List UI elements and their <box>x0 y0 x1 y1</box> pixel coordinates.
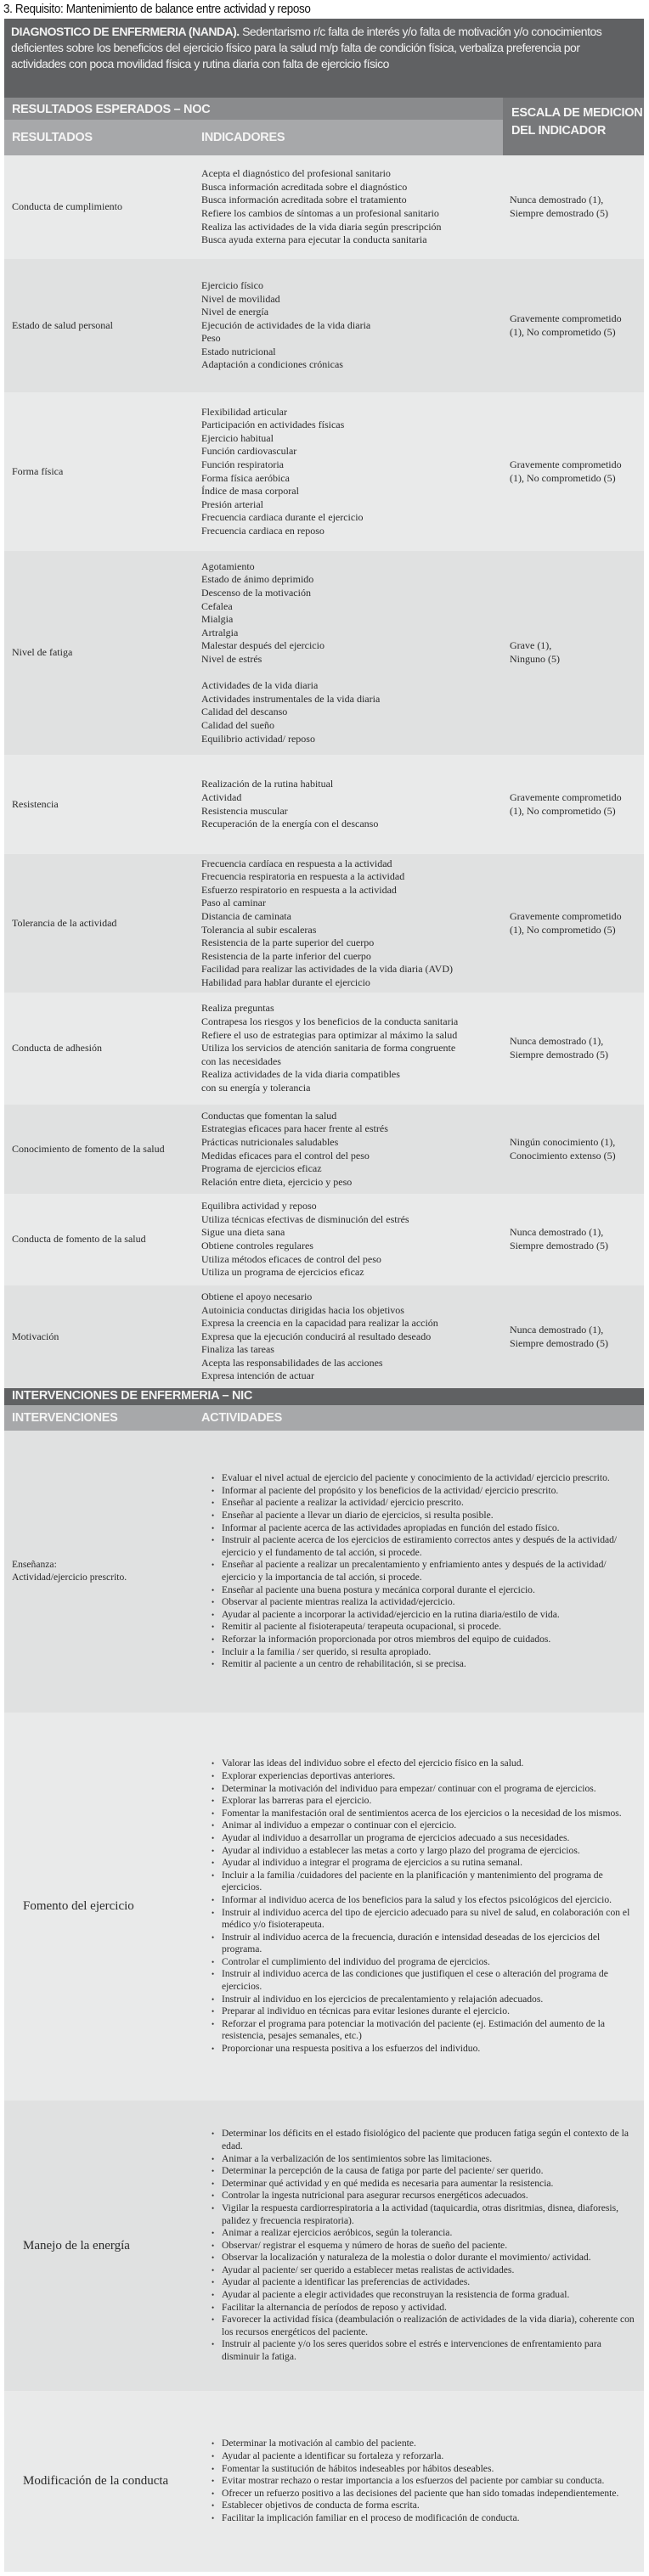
scale-line: Nunca demostrado (1), <box>510 194 604 206</box>
indicator: Programa de ejercicios eficaz <box>201 1162 322 1175</box>
result-name: Motivación <box>12 1330 59 1342</box>
indicator: con las necesidades <box>201 1055 281 1067</box>
activity-item: • Ayudar al paciente a incorporar la actividad/ejercicio en la rutina diaria/estilo de vida. <box>212 1609 639 1622</box>
indicator-list <box>201 778 503 830</box>
scale-line: Nunca demostrado (1), <box>510 1226 604 1239</box>
result-name: Nivel de fatiga <box>12 646 73 659</box>
activity-item: • Ayudar al paciente/ ser querido a establecer metas realistas de actividades. <box>212 2264 639 2277</box>
activity-item: • Preparar al individuo en técnicas para evitar lesiones durante el ejercicio. <box>212 2005 639 2018</box>
activity-item: • Favorecer la actividad física (deambulación o realización de actividades de la vida diaria), coherente con los recursos energéticos del paciente. <box>212 2314 639 2338</box>
indicator: Resistencia de la parte inferior del cuerpo <box>201 949 371 962</box>
activity-item: • Establecer objetivos de conducta de forma escrita. <box>212 2500 639 2512</box>
indicator: Artralgia <box>201 626 239 638</box>
indicator: Expresa intención de actuar <box>201 1370 314 1382</box>
intervention-name <box>4 2240 201 2253</box>
activity-item: • Valorar las ideas del individuo sobre el efecto del ejercicio físico en la salud. <box>212 1758 639 1770</box>
indicator-list <box>201 406 503 538</box>
indicator: Ejecución de actividades de la vida diaria <box>201 318 371 331</box>
activity-item: • Informar al individuo acerca de los beneficios para la salud y los efectos psicológicos del ejercicio. <box>212 1894 639 1907</box>
noc-row <box>4 1285 644 1388</box>
activity-item: • Animar a la verbalización de los sentimientos sobre las limitaciones. <box>212 2153 639 2166</box>
indicator: Busca ayuda externa para ejecutar la conducta sanitaria <box>201 233 427 246</box>
activity-item: • Enseñar al paciente a llevar un diario de ejercicios, si resulta posible. <box>212 1510 639 1522</box>
nic-row <box>4 1713 644 2101</box>
indicator: Realización de la rutina habitual <box>201 778 334 790</box>
page-title: 3. Requisito: Mantenimiento de balance entre actividad y reposo <box>3 2 311 16</box>
indicator: Ejercicio habitual <box>201 431 274 444</box>
scale-line: Siempre demostrado (5) <box>510 207 608 219</box>
indicator: Facilidad para realizar las actividades de la vida diaria (AVD) <box>201 963 453 976</box>
activity-item: • Ayudar al individuo a desarrollar un programa de ejercicios adecuado a sus necesidades. <box>212 1832 639 1845</box>
indicator: Agotamiento <box>201 560 255 572</box>
activities <box>201 1472 639 1671</box>
activity-item: • Instruir al individuo acerca del tipo de ejercicio adecuado para su nivel de salud, en colaboración con el médico y/o fisioterapeuta. <box>212 1907 639 1932</box>
activity-item: • Enseñar al paciente una buena postura y mecánica corporal durante el ejercicio. <box>212 1584 639 1597</box>
indicator: Frecuencia respiratoria en respuesta a la actividad <box>201 870 405 883</box>
result-name: Estado de salud personal <box>12 318 113 331</box>
noc-row <box>4 259 644 392</box>
indicator: Prácticas nutricionales saludables <box>201 1135 339 1148</box>
noc-row <box>4 1194 644 1285</box>
intervention-line: Enseñanza: <box>12 1559 57 1571</box>
result-name: Conducta de adhesión <box>12 1042 102 1055</box>
indicator: Actividades de la vida diaria <box>201 679 319 692</box>
indicator: Participación en actividades físicas <box>201 419 345 431</box>
indicator: Contrapesa los riesgos y los beneficios de la conducta sanitaria <box>201 1015 459 1028</box>
activity-item: • Enseñar al paciente a realizar un precalentamiento y enfriamiento antes y después de la actividad/ ejercicio y la importancia de tal acción, si procede. <box>212 1559 639 1583</box>
measurement-scale <box>503 312 644 339</box>
scale-line: Gravemente comprometido <box>510 458 622 470</box>
activity-item: • Determinar la motivación al cambio del paciente. <box>212 2438 639 2450</box>
scale-line: (1), No comprometido (5) <box>510 923 616 936</box>
activity-item: • Instruir al individuo acerca de las condiciones que justifiquen el cese o alteración del programa de ejercicios. <box>212 1968 639 1993</box>
measurement-scale <box>503 194 644 220</box>
indicator: Función cardiovascular <box>201 445 297 458</box>
activity-item: • Instruir al individuo acerca de la frecuencia, duración e intensidad deseadas de los ejercicios del programa. <box>212 1932 639 1956</box>
indicator: Descenso de la motivación <box>201 587 311 599</box>
indicator: Mialgia <box>201 613 234 626</box>
activity-item: • Instruir al paciente acerca de los ejercicios de estiramiento correctos antes y después de la actividad/ ejercicio y el fundamento de tal acción, si procede. <box>212 1534 639 1559</box>
activity-item: • Evaluar el nivel actual de ejercicio del paciente y conocimiento de la actividad/ ejercicio prescrito. <box>212 1472 639 1485</box>
measurement-scale <box>503 791 644 818</box>
indicator: Refiere los cambios de síntomas a un profesional sanitario <box>201 207 439 219</box>
diagnosis-label: DIAGNOSTICO DE ENFERMERIA (NANDA). <box>11 25 240 38</box>
intervention-line: Manejo de la energía <box>23 2238 130 2253</box>
indicator: Flexibilidad articular <box>201 405 287 418</box>
indicator: Nivel de energía <box>201 306 269 318</box>
activity-item: • Informar al paciente acerca de las actividades apropiadas en función del estado físico. <box>212 1522 639 1535</box>
indicator: Habilidad para hablar durante el ejercicio <box>201 976 370 988</box>
indicator: Función respiratoria <box>201 458 284 470</box>
noc-row <box>4 755 644 854</box>
activity-item: • Determinar los déficits en el estado fisiológico del paciente que producen fatiga según el contexto de la edad. <box>212 2128 639 2152</box>
activity-item: • Ayudar al paciente a identificar las preferencias de actividades. <box>212 2276 639 2289</box>
indicator: Presión arterial <box>201 498 263 510</box>
nic-row <box>4 2101 644 2391</box>
indicator <box>201 666 503 680</box>
scale-line: Siempre demostrado (5) <box>510 1240 608 1251</box>
activity-item: • Informar al paciente del propósito y los beneficios de la actividad/ ejercicio prescrito. <box>212 1485 639 1498</box>
col-interventions-header: INTERVENCIONES <box>12 1411 118 1425</box>
intervention-name <box>4 1900 201 1913</box>
activity-item: • Remitir al paciente al fisioterapeuta/ terapeuta ocupacional, si procede. <box>212 1621 639 1634</box>
activity-list <box>201 1758 644 2055</box>
activity-item: • Determinar qué actividad y en qué medida es necesaria para aumentar la resistencia. <box>212 2178 639 2191</box>
activity-list <box>201 1472 644 1671</box>
scale-line: (1), No comprometido (5) <box>510 804 616 817</box>
indicator: Expresa la creencia en la capacidad para realizar la acción <box>201 1317 438 1330</box>
activity-item: • Incluir a la familia /cuidadores del paciente en la planificación y mantenimiento del programa de ejercicios. <box>212 1870 639 1894</box>
intervention-line: Fomento del ejercicio <box>23 1899 134 1914</box>
indicator: Busca información acreditada sobre el diagnóstico <box>201 180 408 193</box>
measurement-scale <box>503 1136 644 1162</box>
activity-item: • Incluir a la familia / ser querido, si resulta apropiado. <box>212 1646 639 1659</box>
activity-list <box>201 2128 644 2363</box>
scale-line: Conocimiento extenso (5) <box>510 1149 616 1161</box>
noc-row <box>4 551 644 755</box>
indicator: Frecuencia cardíaca en respuesta a la actividad <box>201 857 392 869</box>
nic-row <box>4 1431 644 1713</box>
measurement-scale <box>503 458 644 485</box>
activity-item: • Instruir al paciente y/o los seres queridos sobre el estrés e intervenciones de enfrentamiento para disminuir la fatiga. <box>212 2338 639 2363</box>
indicator: Distancia de caminata <box>201 909 291 922</box>
indicator: Esfuerzo respiratorio en respuesta a la actividad <box>201 883 397 896</box>
indicator: Actividades instrumentales de la vida diaria <box>201 692 381 705</box>
indicator: Índice de masa corporal <box>201 485 299 498</box>
activity-item: • Ofrecer un refuerzo positivo a las decisiones del paciente que han sido tomadas independientemente. <box>212 2488 639 2500</box>
activity-item: • Enseñar al paciente a realizar la actividad/ ejercicio prescrito. <box>212 1497 639 1510</box>
indicator: Acepta las responsabilidades de las acciones <box>201 1356 383 1369</box>
indicator: Malestar después del ejercicio <box>201 639 324 652</box>
indicator: Estrategias eficaces para hacer frente al estrés <box>201 1122 388 1135</box>
activity-item: • Ayudar al paciente a elegir actividades que reconstruyan la resistencia de forma gradual. <box>212 2289 639 2302</box>
noc-body <box>4 155 644 1388</box>
result-name: Conocimiento de fomento de la salud <box>12 1142 165 1155</box>
activity-item: • Controlar el cumplimiento del individuo del programa de ejercicios. <box>212 1956 639 1969</box>
scale-line: Ningún conocimiento (1), <box>510 1135 616 1148</box>
activity-item: • Animar al individuo a empezar o continuar con el ejercicio. <box>212 1820 639 1832</box>
activity-item: • Explorar las barreras para el ejercicio. <box>212 1795 639 1808</box>
indicator: Sigue una dieta sana <box>201 1226 285 1239</box>
result-name: Tolerancia de la actividad <box>12 916 117 929</box>
intervention-name <box>4 2475 201 2488</box>
indicator-list <box>201 1291 503 1383</box>
indicator: Refiere el uso de estrategias para optimizar al máximo la salud <box>201 1028 458 1041</box>
activity-item: • Ayudar al individuo a establecer las metas a corto y largo plazo del programa de ejercicios. <box>212 1845 639 1858</box>
scale-line: Ninguno (5) <box>510 653 560 665</box>
result-name: Resistencia <box>12 797 59 810</box>
scale-line: Gravemente comprometido <box>510 312 622 324</box>
indicator: Expresa que la ejecución conducirá al resultado deseado <box>201 1330 432 1342</box>
activity-item: • Remitir al paciente a un centro de rehabilitación, si se precisa. <box>212 1658 639 1671</box>
result-name: Forma física <box>12 464 64 477</box>
indicator: Paso al caminar <box>201 897 266 909</box>
noc-row <box>4 854 644 993</box>
noc-row <box>4 1105 644 1194</box>
col-scale-header: ESCALA DE MEDICION DEL INDICADOR <box>503 98 644 155</box>
measurement-scale <box>503 1035 644 1061</box>
scale-line: Siempre demostrado (5) <box>510 1049 608 1060</box>
indicator: Frecuencia cardiaca durante el ejercicio <box>201 511 364 524</box>
activity-item: • Explorar experiencias deportivas anteriores. <box>212 1770 639 1783</box>
indicator: Resistencia de la parte superior del cuerpo <box>201 936 375 949</box>
indicator: Estado de ánimo deprimido <box>201 573 314 586</box>
indicator: Nivel de movilidad <box>201 292 280 305</box>
indicator: Utiliza los servicios de atención sanitaria de forma congruente <box>201 1042 456 1055</box>
indicator-list <box>201 279 503 372</box>
activity-list <box>201 2438 644 2524</box>
indicator: Realiza actividades de la vida diaria compatibles <box>201 1068 400 1081</box>
indicator: Autoinicia conductas dirigidas hacia los objetivos <box>201 1303 404 1316</box>
activity-item: • Facilitar la alternancia de períodos de reposo y actividad. <box>212 2302 639 2314</box>
indicator-list <box>201 1110 503 1190</box>
care-plan-table <box>4 19 644 2572</box>
activity-item: • Reforzar el programa para potenciar la motivación del paciente (ej. Estimación del aumento de la resistencia, pesajes semanales, etc.) <box>212 2018 639 2043</box>
activity-item: • Animar a realizar ejercicios aeróbicos, según la tolerancia. <box>212 2227 639 2240</box>
activity-item: • Fomentar la sustitución de hábitos indeseables por hábitos deseables. <box>212 2463 639 2476</box>
activity-item: • Proporcionar una respuesta positiva a los esfuerzos del individuo. <box>212 2043 639 2056</box>
result-name: Conducta de cumplimiento <box>12 200 122 213</box>
activities <box>201 1758 639 2055</box>
measurement-scale <box>503 1226 644 1252</box>
indicator: Calidad del descanso <box>201 706 288 718</box>
indicator: Realiza preguntas <box>201 1002 274 1015</box>
scale-line: Nunca demostrado (1), <box>510 1323 604 1336</box>
activities <box>201 2128 639 2363</box>
scale-line: Grave (1), <box>510 639 552 652</box>
indicator: Estado nutricional <box>201 345 276 357</box>
noc-title: RESULTADOS ESPERADOS – NOC <box>4 98 503 120</box>
indicator: Tolerancia al subir escaleras <box>201 923 317 936</box>
indicator: Peso <box>201 332 221 345</box>
col-activities-header: ACTIVIDADES <box>201 1411 282 1425</box>
scale-line: (1), No comprometido (5) <box>510 471 616 484</box>
noc-row <box>4 392 644 551</box>
scale-line: Nunca demostrado (1), <box>510 1035 604 1048</box>
indicator: Realiza las actividades de la vida diaria según prescripción <box>201 220 442 233</box>
indicator: Utiliza métodos eficaces de control del peso <box>201 1252 381 1265</box>
nursing-diagnosis <box>4 19 644 98</box>
indicator: Nivel de estrés <box>201 653 262 665</box>
activities <box>201 2438 639 2524</box>
indicator: Forma física aeróbica <box>201 471 290 484</box>
indicator-list <box>201 560 503 745</box>
noc-row <box>4 155 644 259</box>
nic-header <box>4 1405 644 1431</box>
activity-item: • Observar la localización y naturaleza de la molestia o dolor durante el movimiento/ actividad. <box>212 2252 639 2264</box>
indicator: Adaptación a condiciones crónicas <box>201 358 343 371</box>
scale-line: Siempre demostrado (5) <box>510 1336 608 1349</box>
col-results-header: RESULTADOS <box>12 131 93 144</box>
measurement-scale <box>503 639 644 666</box>
indicator: Frecuencia cardiaca en reposo <box>201 524 324 537</box>
activity-item: • Vigilar la respuesta cardiorrespiratoria a la actividad (taquicardia, otras disritmias, disnea, diaforesis, palidez y frecuencia respiratoria). <box>212 2202 639 2227</box>
indicator: Actividad <box>201 790 242 803</box>
result-name: Conducta de fomento de la salud <box>12 1233 146 1246</box>
indicator: Recuperación de la energía con el descanso <box>201 818 379 830</box>
activity-item: • Observar/ registrar el esquema y número de horas de sueño del paciente. <box>212 2240 639 2253</box>
indicator-list <box>201 858 503 990</box>
activity-item: • Determinar la percepción de la causa de fatiga por parte del paciente/ ser querido. <box>212 2165 639 2178</box>
scale-line: (1), No comprometido (5) <box>510 325 616 338</box>
indicator: Medidas eficaces para el control del peso <box>201 1149 370 1161</box>
diagnosis-text: Sedentarismo r/c falta de interés y/o falta de motivación y/o conocimientos deficientes sobre los beneficios del ejercicio físico para la salud m/p falta de condición física, verbaliza preferencia por actividades con poca movilidad física y rutina diaria con falta de ejercicio físico <box>11 25 602 70</box>
indicator-list <box>201 167 503 247</box>
indicator: Utiliza un programa de ejercicios eficaz <box>201 1266 364 1279</box>
indicator: Finaliza las tareas <box>201 1343 274 1356</box>
intervention-line: Modificación de la conducta <box>23 2474 169 2489</box>
activity-item: • Determinar la motivación del individuo para empezar/ continuar con el programa de ejercicios. <box>212 1783 639 1796</box>
intervention-line: Actividad/ejercicio prescrito. <box>12 1572 127 1583</box>
nic-body <box>4 1431 644 2572</box>
indicator: Utiliza técnicas efectivas de disminución del estrés <box>201 1212 409 1225</box>
activity-item: • Instruir al individuo en los ejercicios de precalentamiento y relajación adecuados. <box>212 1994 639 2006</box>
scale-line: Gravemente comprometido <box>510 790 622 803</box>
indicator-list <box>201 1200 503 1280</box>
indicator-list <box>201 1002 503 1094</box>
col-indicators-header: INDICADORES <box>201 131 285 144</box>
indicator: con su energía y tolerancia <box>201 1081 311 1094</box>
indicator: Cefalea <box>201 599 233 612</box>
activity-item: • Facilitar la implicación familiar en el proceso de modificación de conducta. <box>212 2512 639 2525</box>
indicator: Conductas que fomentan la salud <box>201 1109 337 1122</box>
nic-row <box>4 2391 644 2572</box>
indicator: Acepta el diagnóstico del profesional sanitario <box>201 167 391 180</box>
activity-item: • Controlar la ingesta nutricional para asegurar recursos energéticos adecuados. <box>212 2190 639 2202</box>
activity-item: • Evitar mostrar rechazo o restar importancia a los esfuerzos del paciente por cambiar su conducta. <box>212 2475 639 2488</box>
indicator: Equilibrio actividad/ reposo <box>201 732 315 745</box>
activity-item: • Ayudar al individuo a integrar el programa de ejercicios a su rutina semanal. <box>212 1857 639 1870</box>
indicator: Ejercicio físico <box>201 278 263 291</box>
indicator: Busca información acreditada sobre el tratamiento <box>201 194 407 206</box>
intervention-name <box>4 1559 201 1583</box>
indicator: Obtiene el apoyo necesario <box>201 1290 313 1302</box>
noc-row <box>4 993 644 1105</box>
indicator: Equilibra actividad y reposo <box>201 1200 317 1212</box>
activity-item: • Reforzar la información proporcionada por otros miembros del equipo de cuidados. <box>212 1634 639 1646</box>
measurement-scale <box>503 910 644 936</box>
indicator: Obtiene controles regulares <box>201 1240 313 1251</box>
indicator: Calidad del sueño <box>201 718 274 731</box>
scale-line: Gravemente comprometido <box>510 909 622 922</box>
indicator: Resistencia muscular <box>201 804 288 817</box>
activity-item: • Ayudar al paciente a identificar su fortaleza y reforzarla. <box>212 2450 639 2463</box>
activity-item: • Fomentar la manifestación oral de sentimientos acerca de los ejercicios o la necesidad de los mismos. <box>212 1808 639 1820</box>
indicator: Relación entre dieta, ejercicio y peso <box>201 1175 353 1188</box>
activity-item: • Observar al paciente mientras realiza la actividad/ejercicio. <box>212 1596 639 1609</box>
noc-header <box>4 98 644 155</box>
nic-title: INTERVENCIONES DE ENFERMERIA – NIC <box>4 1388 644 1405</box>
measurement-scale <box>503 1324 644 1350</box>
